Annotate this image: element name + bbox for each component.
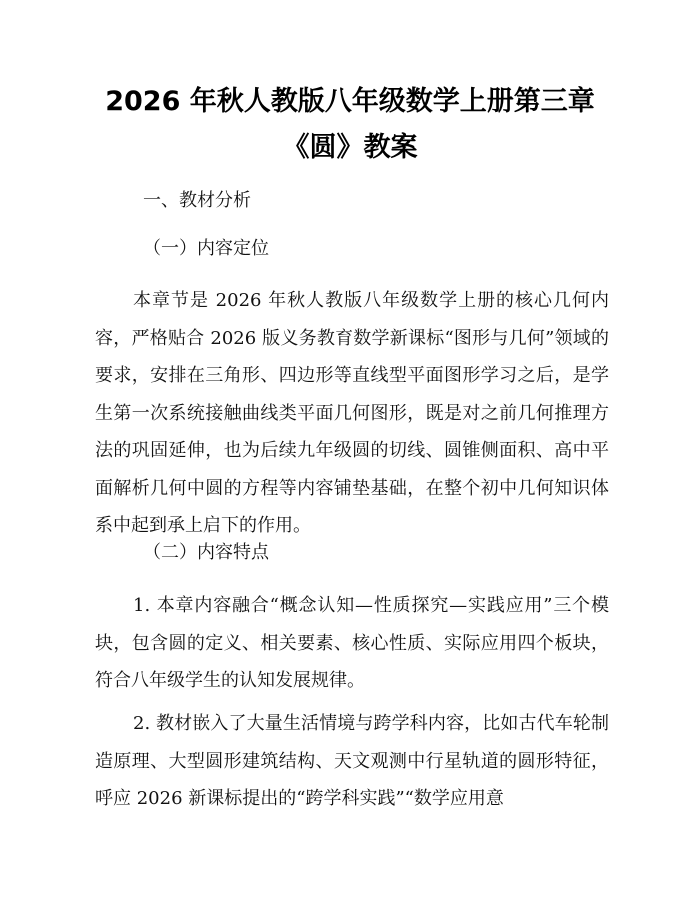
document-title-line-2: 《圆》教案 bbox=[282, 132, 418, 163]
section-heading-textbook-analysis: 一、教材分析 bbox=[143, 190, 251, 211]
list-item-feature-1: 1. 本章内容融合“概念认知—性质探究—实践应用”三个模块，包含圆的定义、相关要素、核心性质、实际应用四个板块，符合八年级学生的认知发展规律。 bbox=[95, 595, 609, 691]
paragraph-content-positioning: 本章节是 2026 年秋人教版八年级数学上册的核心几何内容，严格贴合 2026 版义务教育数学新课标“图形与几何”领域的要求，安排在三角形、四边形等直线型平面图形学习之后，是学生第一次系统接触曲线类平面几何图形，既是对之前几何推理方法的巩固延伸，也为后续九年级圆的切线、圆锥侧面积、高中平面解析几何中圆的方程等内容铺垫基础，在整个初中几何知识体系中起到承上启下的作用。 bbox=[95, 290, 609, 536]
subsection-heading-content-positioning: （一）内容定位 bbox=[143, 238, 269, 259]
subsection-heading-content-features: （二）内容特点 bbox=[143, 542, 269, 563]
list-item-feature-2: 2. 教材嵌入了大量生活情境与跨学科内容，比如古代车轮制造原理、大型圆形建筑结构、天文观测中行星轨道的圆形特征，呼应 2026 新课标提出的“跨学科实践”“数学应用意 bbox=[95, 713, 609, 809]
document-title-line-1: 2026 年秋人教版八年级数学上册第三章 bbox=[105, 86, 595, 117]
